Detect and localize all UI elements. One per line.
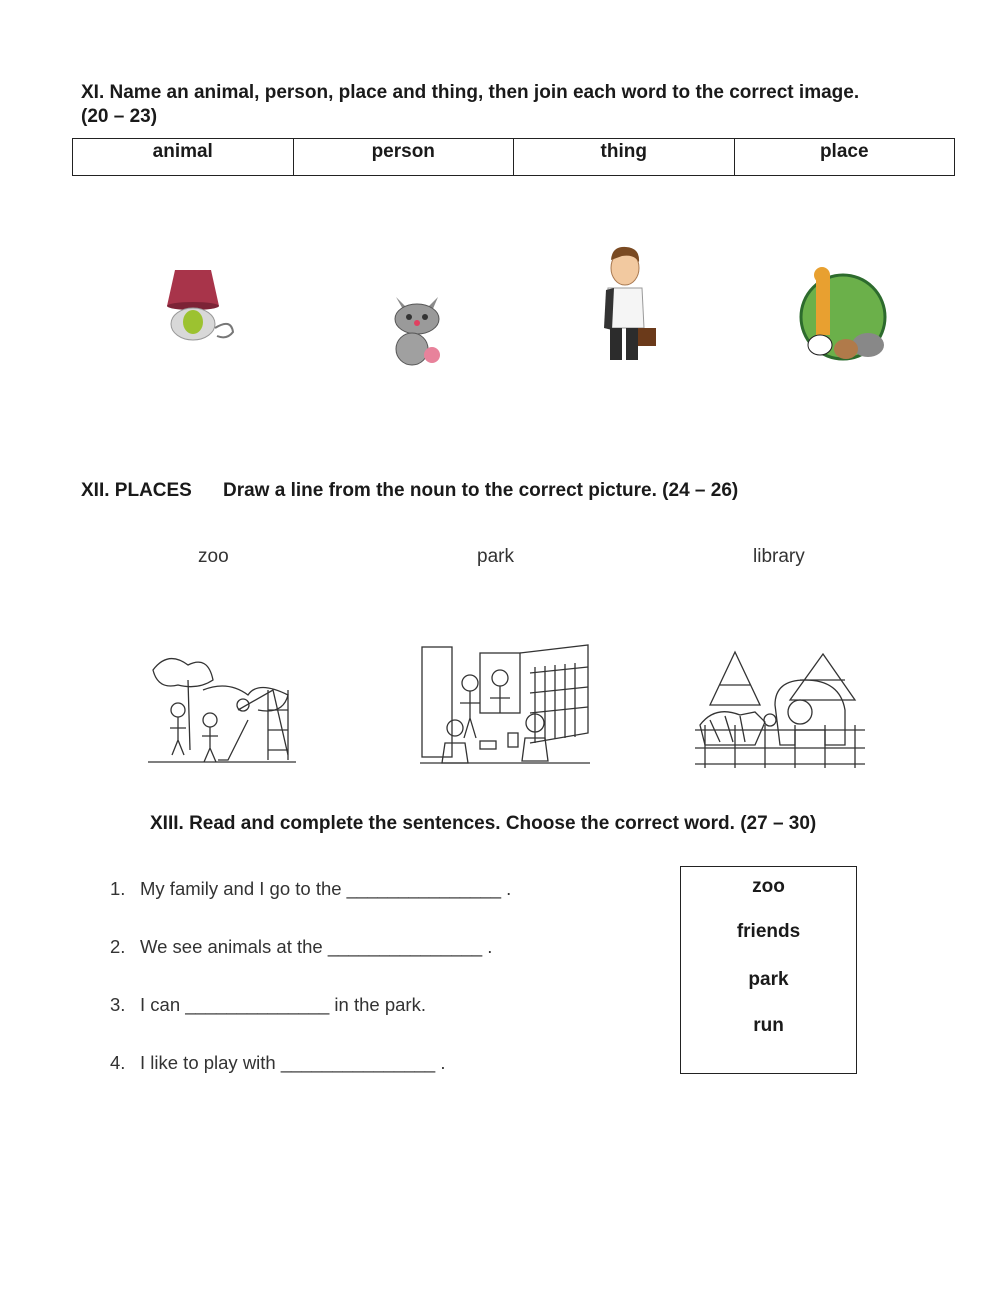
- cat-image[interactable]: [388, 293, 448, 368]
- sentence-4-number: 4.: [110, 1052, 126, 1073]
- zoo-animals-image[interactable]: [798, 265, 888, 365]
- word-bank-box: [680, 866, 857, 1074]
- word-bank-zoo[interactable]: zoo: [752, 876, 785, 897]
- section-11-heading-line1: XI. Name an animal, person, place and thing, then join each word to the correct image.: [81, 82, 860, 103]
- section-13-heading: XIII. Read and complete the sentences. Choose the correct word. (27 – 30): [150, 813, 817, 834]
- section-11-heading-line2: (20 – 23): [81, 106, 158, 127]
- sentence-1-text[interactable]: My family and I go to the _______________ .: [140, 878, 512, 899]
- word-bank-park[interactable]: park: [748, 969, 789, 990]
- park-picture[interactable]: [148, 650, 298, 770]
- sentence-4: [110, 1052, 445, 1074]
- sentence-1-number: 1.: [110, 878, 126, 899]
- zoo-picture[interactable]: [695, 650, 865, 770]
- lamp-image[interactable]: [165, 268, 240, 348]
- category-person[interactable]: person: [293, 139, 514, 176]
- category-thing[interactable]: thing: [514, 139, 735, 176]
- sentence-3-number: 3.: [110, 994, 126, 1015]
- sentence-3: [110, 994, 426, 1016]
- library-picture[interactable]: [420, 643, 590, 768]
- sentence-4-text[interactable]: I like to play with _______________ .: [140, 1052, 446, 1073]
- category-place[interactable]: place: [734, 139, 955, 176]
- sentence-2-text[interactable]: We see animals at the _______________ .: [140, 936, 493, 957]
- noun-zoo[interactable]: zoo: [198, 546, 229, 567]
- section-12-instruction: Draw a line from the noun to the correct picture. (24 – 26): [223, 480, 739, 501]
- sentence-1: [110, 878, 511, 900]
- noun-library[interactable]: library: [753, 546, 805, 567]
- sentence-3-text[interactable]: I can ______________ in the park.: [140, 994, 426, 1015]
- word-bank-friends[interactable]: friends: [736, 921, 801, 942]
- noun-park[interactable]: park: [477, 546, 514, 567]
- sentence-2-number: 2.: [110, 936, 126, 957]
- word-bank-run[interactable]: run: [753, 1015, 784, 1036]
- businessman-image[interactable]: [598, 244, 658, 364]
- category-table: [72, 138, 955, 176]
- category-animal[interactable]: animal: [73, 139, 294, 176]
- section-12-title: XII. PLACES: [81, 480, 192, 501]
- sentence-2: [110, 936, 492, 958]
